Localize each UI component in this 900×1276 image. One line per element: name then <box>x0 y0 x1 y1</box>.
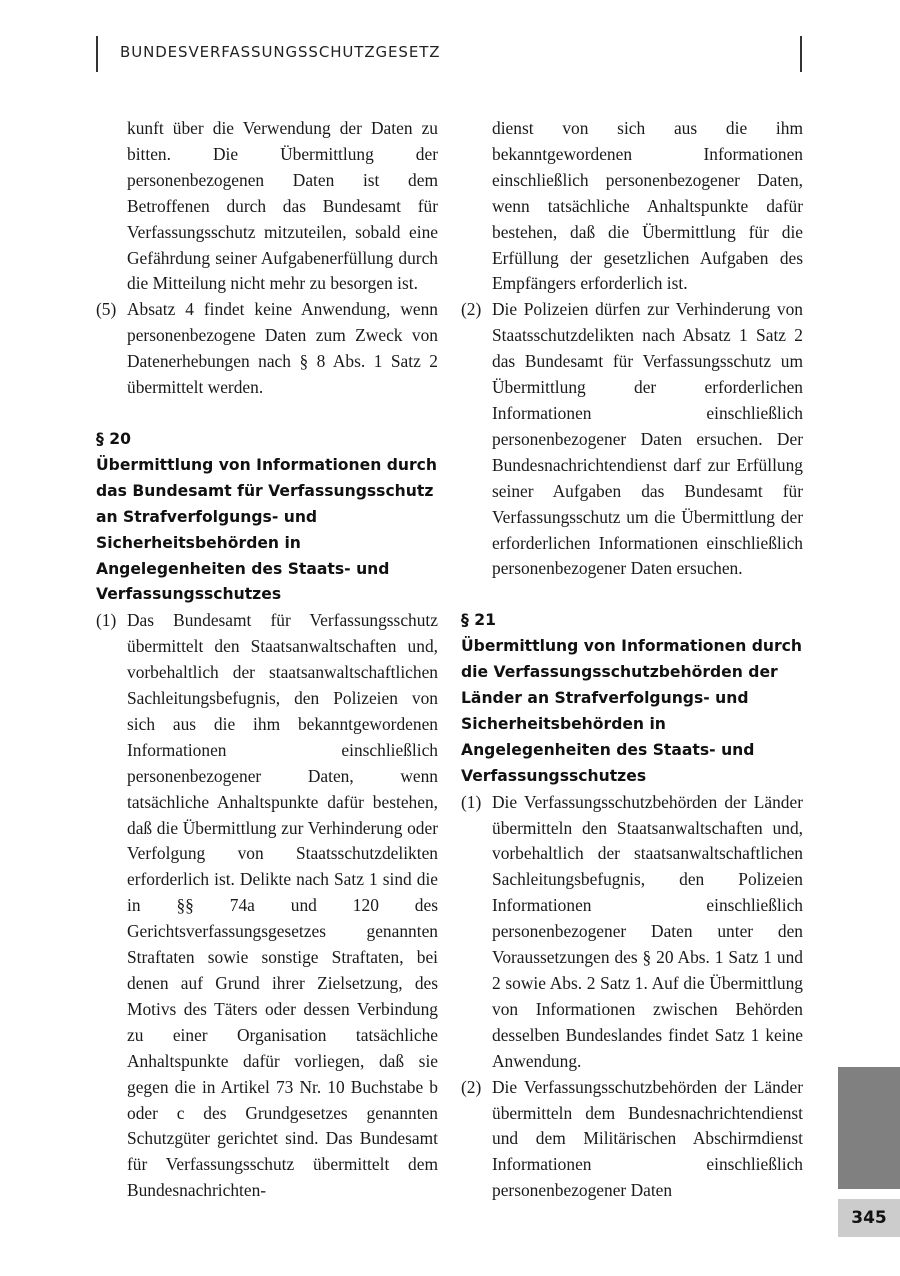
paragraph-number: (5) <box>96 299 117 320</box>
paragraph-number: (1) <box>96 610 117 631</box>
continued-paragraph: dienst von sich aus die ihm bekanntgewordenen Informationen einschließlich personenbezogener Daten, wenn tatsächliche Anhaltspunkte dafür bestehen, daß die Übermittlung für die Erfüllung der gesetzlichen Aufgaben des Empfängers erforderlich ist. <box>492 118 803 294</box>
section-21-title: Übermittlung von Informationen durch die Verfassungsschutzbehörden der Länder an Strafverfolgungs- und Sicherheitsbehörden in Angelegenheiten des Staats- und Verfassungsschutzes <box>461 637 803 785</box>
section-20-number: § 20 <box>96 429 131 448</box>
paragraph-text: Die Verfassungsschutzbehörden der Länder übermitteln dem Bundesnachrichtendienst und dem Militärischen Abschirmdienst Informationen einschließlich personenbezogener Daten <box>492 1076 803 1201</box>
paragraph-number: (2) <box>461 299 482 320</box>
right-column <box>461 116 803 1204</box>
section-21-paragraph-2 <box>461 1075 803 1205</box>
header-rule-left <box>96 36 98 72</box>
paragraph-number: (2) <box>461 1076 482 1097</box>
paragraph-text: Absatz 4 findet keine Anwendung, wenn personenbezogene Daten zum Zweck von Datenerhebungen nach § 8 Abs. 1 Satz 2 übermittelt werden. <box>127 299 438 398</box>
continued-paragraph: kunft über die Verwendung der Daten zu bitten. Die Übermittlung der personenbezogenen Daten ist dem Betroffenen durch das Bundesamt für Verfassungsschutz mitzuteilen, sobald eine Gefährdung seiner Aufgabenerfüllung durch die Mitteilung nicht mehr zu besorgen ist. <box>127 118 438 294</box>
section-20-paragraph-1 <box>96 608 438 1204</box>
paragraph-text: Das Bundesamt für Verfassungsschutz übermittelt den Staatsanwaltschaften und, vorbehaltlich der staatsanwaltschaftlichen Sachleitungsbefugnis, den Polizeien von sich aus die ihm bekanntgewordenen Informationen einschließlich personenbezogener Daten, wenn tatsächliche Anhaltspunkte dafür bestehen, daß die Übermittlung zur Verhinderung oder Verfolgung von Staatsschutzdelikten erforderlich ist. Delikte nach Satz 1 sind die in §§ 74a und 120 des Gerichtsverfassungsgesetzes genannten Straftaten sowie sonstige Straftaten, bei denen auf Grund ihrer Zielsetzung, des Motivs des Täters oder dessen Verbindung zu einer Organisation tatsächliche Anhaltspunkte dafür vorliegen, daß sie gegen die in Artikel 73 Nr. 10 Buchstabe b oder c des Grundgesetzes genannten Schutzgüter gerichtet sind. Das Bundesamt für Verfassungsschutz übermittelt dem Bundesnachrichten- <box>127 610 438 1201</box>
paragraph-5 <box>96 297 438 401</box>
left-column <box>96 116 438 1204</box>
running-head: BUNDESVERFASSUNGSSCHUTZGESETZ <box>120 43 441 61</box>
page-number: 345 <box>838 1199 900 1237</box>
paragraph-number: (1) <box>461 791 482 812</box>
section-21-number: § 21 <box>461 611 496 630</box>
chapter-thumb-tab <box>838 1067 900 1189</box>
paragraph-text: Die Verfassungsschutzbehörden der Länder übermitteln den Staatsanwaltschaften und, vorbehaltlich der staatsanwaltschaftlichen Sachleitungsbefugnis, den Polizeien Informationen einschließlich personenbezogener Daten unter den Voraussetzungen des § 20 Abs. 1 Satz 1 und 2 sowie Abs. 2 Satz 1. Auf die Übermittlung von Informationen zwischen Behörden desselben Bundeslandes findet Satz 1 keine Anwendung. <box>492 791 803 1071</box>
section-20-paragraph-2 <box>461 297 803 582</box>
section-20-title: Übermittlung von Informationen durch das Bundesamt für Verfassungsschutz an Strafverfolgungs- und Sicherheitsbehörden in Angelegenheiten des Staats- und Verfassungsschutzes <box>96 455 438 604</box>
header-rule-right <box>800 36 802 72</box>
section-21-paragraph-1 <box>461 790 803 1075</box>
paragraph-text: Die Polizeien dürfen zur Verhinderung von Staatsschutzdelikten nach Absatz 1 Satz 2 das Bundesamt für Verfassungsschutz um Übermittlung der erforderlichen Informationen einschließlich personenbezogener Daten ersuchen. Der Bundesnachrichtendienst darf zur Erfüllung seiner Aufgaben das Bundesamt für Verfassungsschutz um die Übermittlung der erforderlichen Informationen einschließlich personenbezogener Daten ersuchen. <box>492 299 803 579</box>
